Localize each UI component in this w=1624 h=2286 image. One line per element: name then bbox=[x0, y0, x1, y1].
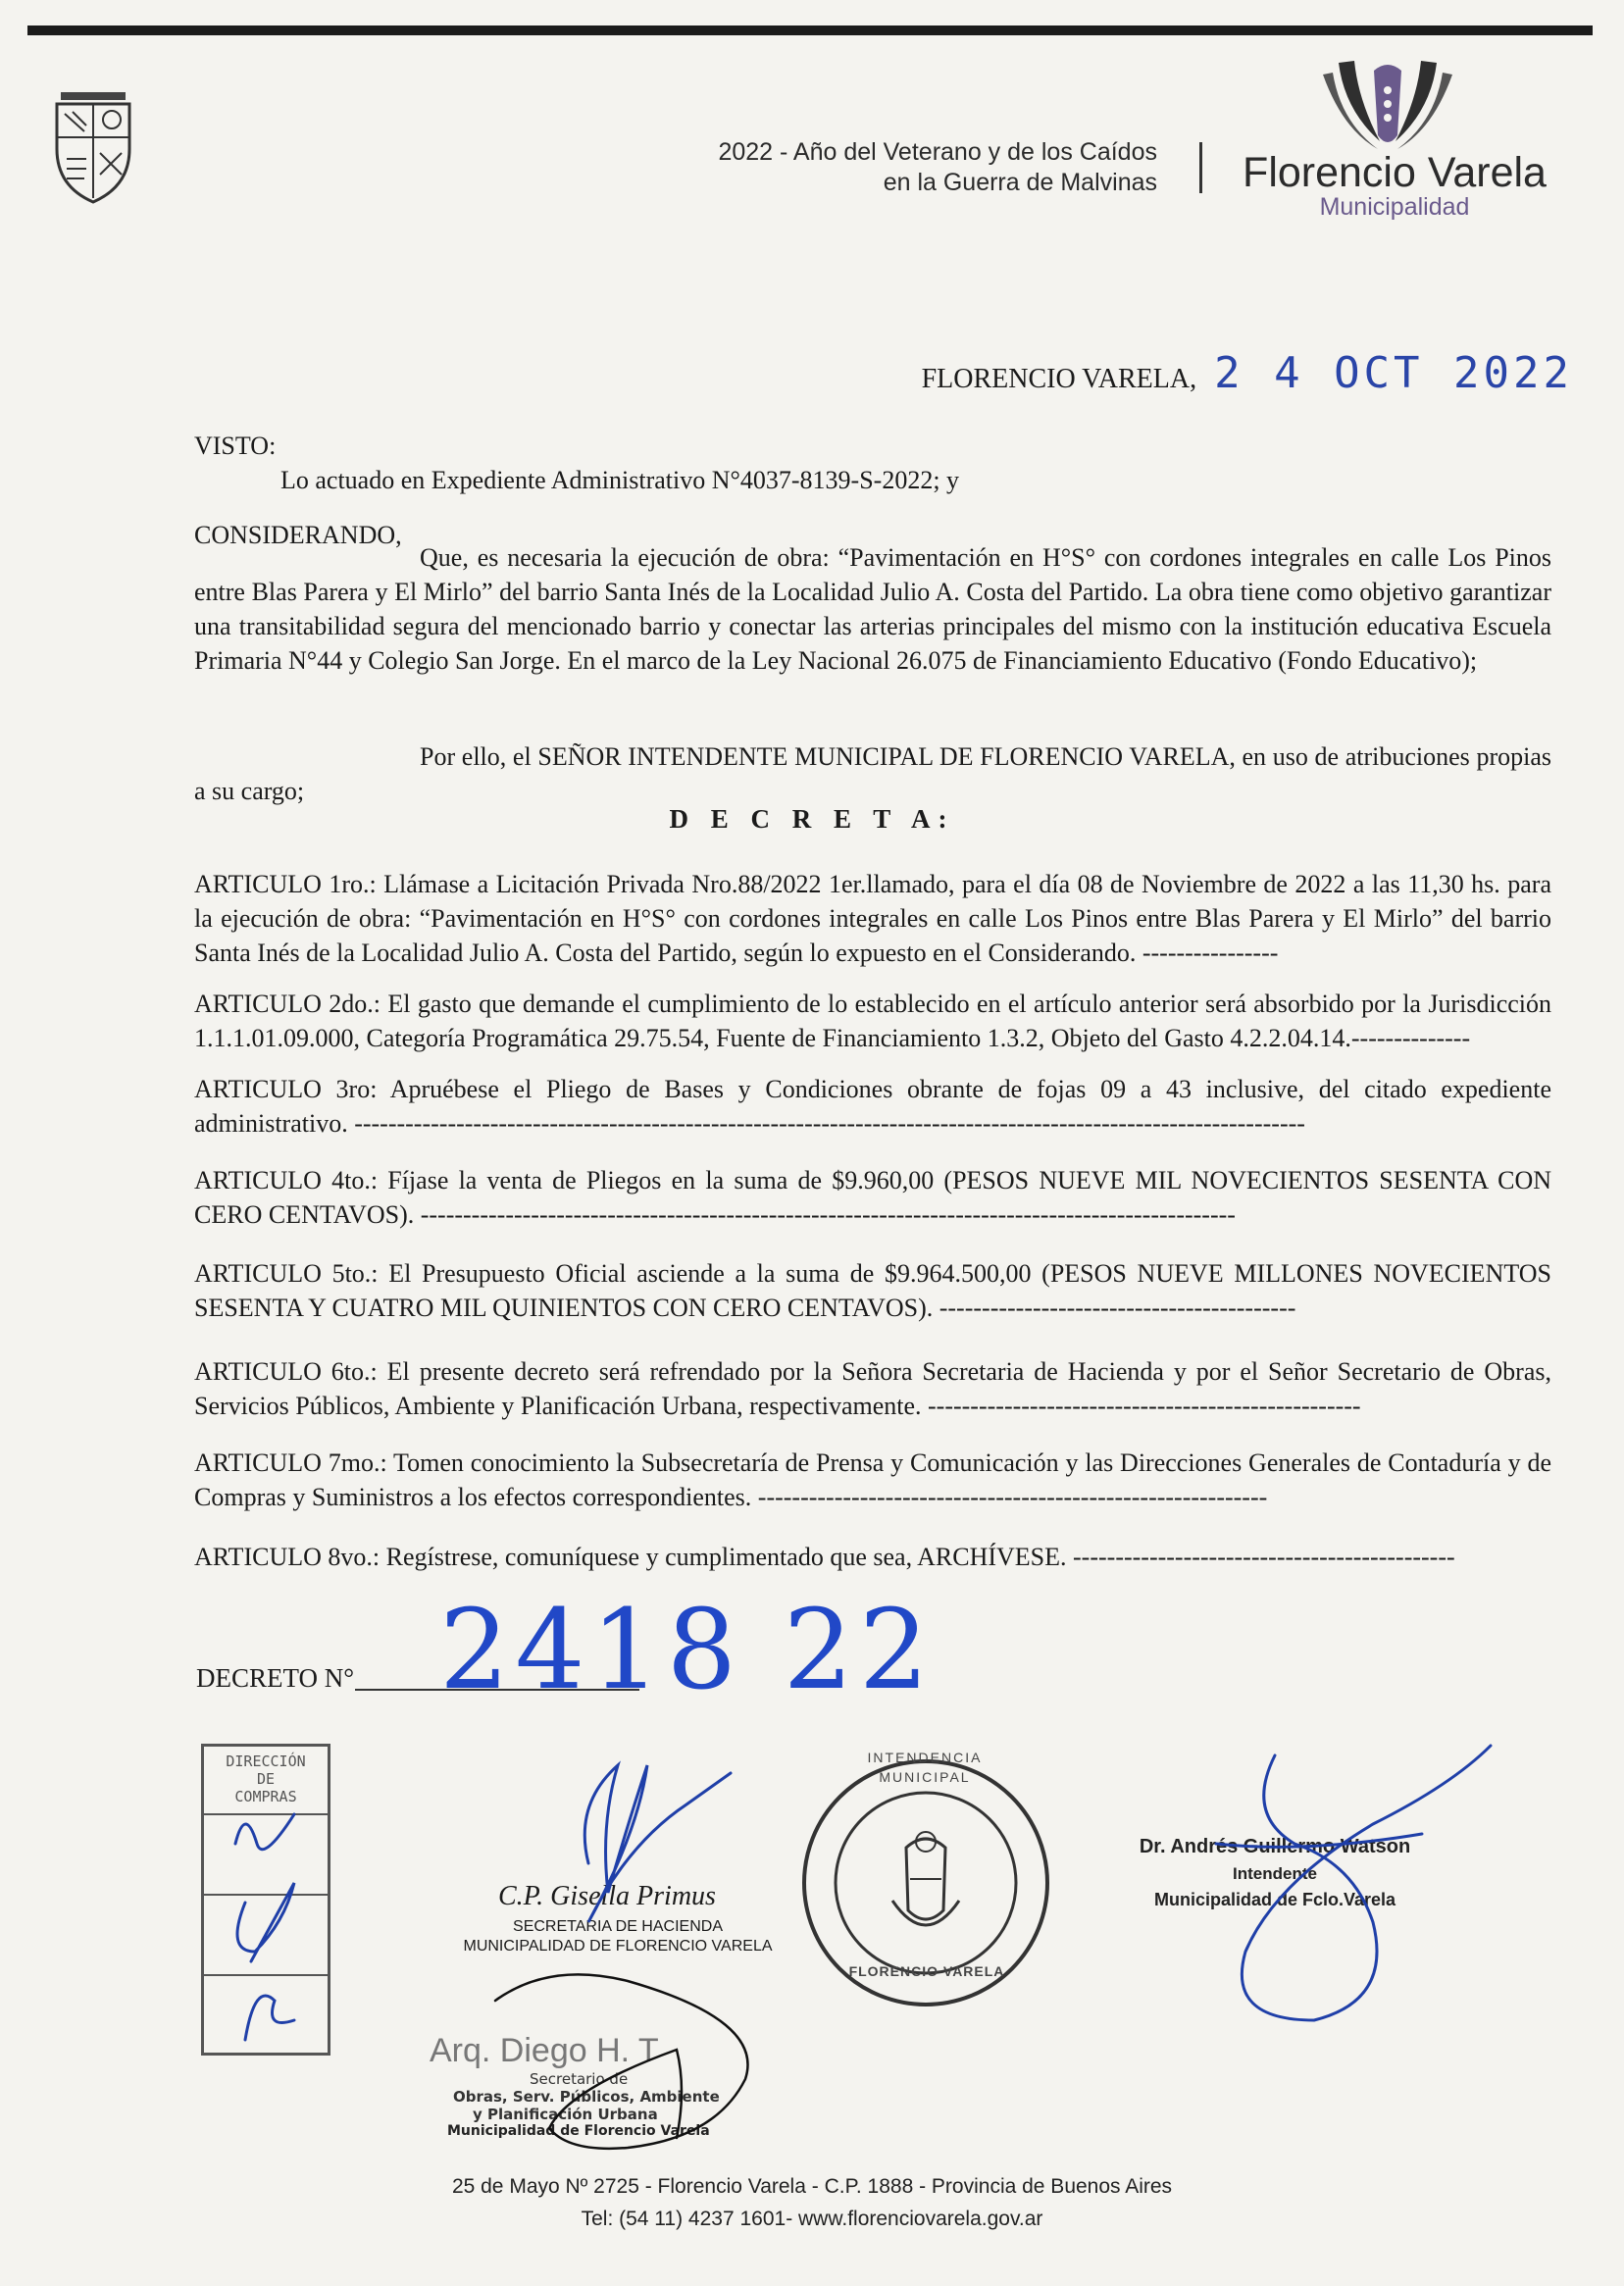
compras-stamp-cell bbox=[204, 1813, 328, 1815]
article-5: ARTICULO 5to.: El Presupuesto Oficial asciende a la suma de $9.964.500,00 (PESOS NUEVE MILLONES NOVECIENTOS SESENTA Y CUATRO MIL QUINIENTOS CON CERO CENTAVOS). ------------------------------------------ bbox=[194, 1259, 1551, 1322]
compras-stamp-cell bbox=[204, 1974, 328, 1976]
primus-role-1: SECRETARIA DE HACIENDA bbox=[513, 1918, 723, 1935]
article-2: ARTICULO 2do.: El gasto que demande el cumplimiento de lo establecido en el artículo anterior será absorbido por la Jurisdicción 1.1.1.01.09.000, Categoría Programática 29.75.54, Fuente de Financiamiento 1.3.2, Objeto del Gasto 4.2.2.04.14.-------------- bbox=[194, 990, 1551, 1052]
diego-role-1: Secretario de bbox=[530, 2070, 629, 2088]
watson-name: Dr. Andrés Guillermo Watson bbox=[1139, 1836, 1411, 1857]
dateline bbox=[922, 348, 1573, 398]
secretario-obras-stamp bbox=[412, 2032, 736, 2139]
top-rule bbox=[27, 25, 1593, 35]
date-place: FLORENCIO VARELA, bbox=[921, 364, 1197, 394]
visto-text: Lo actuado en Expediente Administrativo N°4037-8139-S-2022; y bbox=[280, 466, 960, 494]
primus-role-2: MUNICIPALIDAD DE FLORENCIO VARELA bbox=[463, 1938, 773, 1955]
considerando-title: CONSIDERANDO, bbox=[194, 521, 402, 549]
municipality-subtitle: Municipalidad bbox=[1319, 193, 1470, 221]
primus-name: C.P. Gisella Primus bbox=[498, 1881, 716, 1911]
watson-role-2: Municipalidad de Fclo.Varela bbox=[1153, 1890, 1396, 1909]
footer bbox=[0, 2170, 1624, 2235]
compras-stamp-line1: DIRECCIÓN bbox=[226, 1753, 306, 1770]
article-3: ARTICULO 3ro: Apruébese el Pliego de Bases y Condiciones obrante de fojas 09 a 43 inclusive, del citado expediente administrativo. ---------------------------------------------------------------------------------------------------------------- bbox=[194, 1075, 1551, 1138]
primus-role bbox=[431, 1917, 804, 1956]
por-ello-text: Por ello, el SEÑOR INTENDENTE MUNICIPAL DE FLORENCIO VARELA, en uso de atribuciones propias a su cargo; bbox=[194, 742, 1551, 805]
date-stamp: 2 4 OCT 2022 bbox=[1214, 348, 1573, 398]
decreta-heading: D E C R E T A: bbox=[669, 804, 955, 834]
florencio-varela-logo-icon bbox=[1319, 51, 1456, 159]
diego-role-4: Municipalidad de Florencio Varela bbox=[447, 2123, 710, 2139]
considerando-text: Que, es necesaria la ejecución de obra: “Pavimentación en H°S° con cordones integrales en calle Los Pinos entre Blas Parera y El Mirlo” del barrio Santa Inés de la Localidad Julio A. Costa del Partido. La obra tiene como objetivo garantizar una transitabilidad segura del mencionado barrio y conectar las arterias principales del mismo con la institución educativa Escuela Primaria N°44 y Colegio San Jorge. En el marco de la Ley Nacional 26.075 de Financiamiento Educativo (Fondo Educativo); bbox=[194, 543, 1551, 675]
compras-stamp-line2: DE bbox=[256, 1770, 276, 1788]
visto-title: VISTO: bbox=[194, 432, 277, 460]
watson-role-1: Intendente bbox=[1233, 1864, 1317, 1883]
decreto-label: DECRETO N° bbox=[196, 1663, 355, 1693]
seal-text-top: INTENDENCIA MUNICIPAL bbox=[867, 1750, 983, 1785]
footer-contact: Tel: (54 11) 4237 1601- www.florenciovarela.gov.ar bbox=[581, 2208, 1043, 2230]
diego-name: Arq. Diego H. T bbox=[430, 2032, 659, 2069]
compras-stamp-cell bbox=[204, 1894, 328, 1896]
compras-stamp-title bbox=[204, 1753, 328, 1805]
article-7: ARTICULO 7mo.: Tomen conocimiento la Subsecretaría de Prensa y Comunicación y las Direcciones Generales de Contaduría y de Compras y Suministros a los efectos correspondientes. ------------------------------------------------------------ bbox=[194, 1448, 1551, 1511]
compras-stamp-line3: COMPRAS bbox=[234, 1788, 297, 1805]
article-6: ARTICULO 6to.: El presente decreto será refrendado por la Señora Secretaria de Hacienda y por el Señor Secretario de Obras, Servicios Públicos, Ambiente y Planificación Urbana, respectivamente. --------------------------------------------------- bbox=[194, 1357, 1551, 1420]
diego-role-3: y Planificación Urbana bbox=[473, 2106, 658, 2123]
header-motto bbox=[569, 137, 1157, 198]
intendente-block bbox=[1118, 1834, 1432, 1913]
article-1: ARTICULO 1ro.: Llámase a Licitación Privada Nro.88/2022 1er.llamado, para el día 08 de Noviembre de 2022 a las 11,30 hs. para la ejecución de obra: “Pavimentación en H°S° con cordones integrales en calle Los Pinos entre Blas Parera y El Mirlo” del barrio Santa Inés de la Localidad Julio A. Costa del Partido, según lo expuesto en el Considerando. ---------------- bbox=[194, 870, 1551, 967]
motto-line-1: 2022 - Año del Veterano y de los Caídos bbox=[718, 138, 1157, 166]
article-4: ARTICULO 4to.: Fíjase la venta de Pliegos en la suma de $9.960,00 (PESOS NUEVE MIL NOVECIENTOS SESENTA CON CERO CENTAVOS). ------------------------------------------------------------------------------------------------ bbox=[194, 1166, 1551, 1229]
diego-role-2: Obras, Serv. Públicos, Ambiente bbox=[453, 2088, 720, 2106]
article-8: ARTICULO 8vo.: Regístrese, comuníquese y cumplimentado que sea, ARCHÍVESE. --------------------------------------------- bbox=[194, 1543, 1455, 1571]
coat-of-arms-icon bbox=[51, 88, 135, 206]
municipality-name: Florencio Varela bbox=[1243, 149, 1547, 196]
header-divider bbox=[1199, 142, 1202, 193]
compras-stamp bbox=[201, 1744, 330, 2056]
decreto-number: 2418 22 bbox=[439, 1587, 936, 1714]
footer-address: 25 de Mayo Nº 2725 - Florencio Varela - C.P. 1888 - Provincia de Buenos Aires bbox=[451, 2175, 1173, 2198]
seal-text-bottom: FLORENCIO VARELA bbox=[848, 1963, 1005, 1979]
motto-line-2: en la Guerra de Malvinas bbox=[883, 169, 1157, 196]
